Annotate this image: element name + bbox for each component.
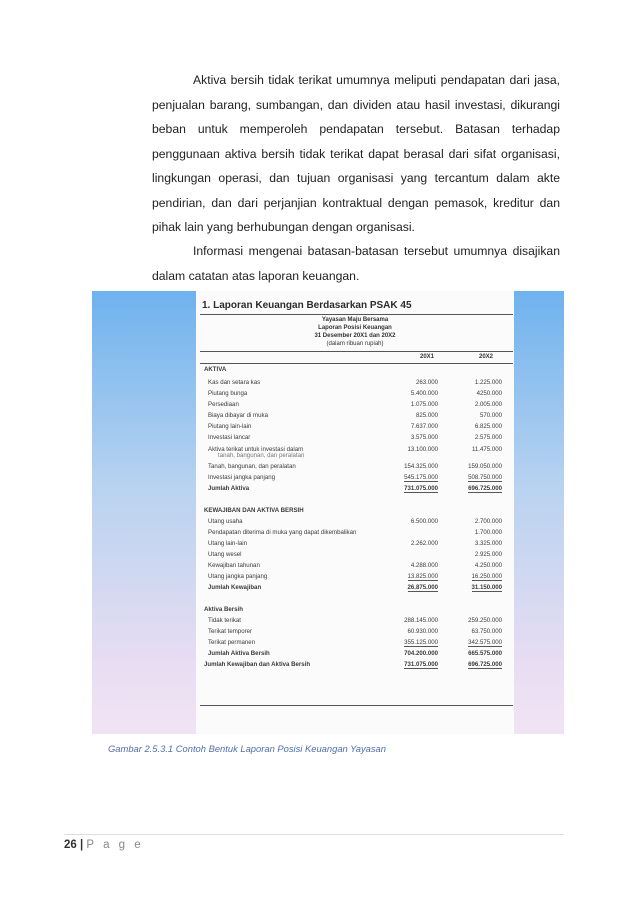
table-row xyxy=(196,562,514,572)
row-label: Jumlah Aktiva Bersih xyxy=(208,650,270,657)
text-line: dalam catatan atas laporan keuangan. xyxy=(152,268,360,283)
row-value-20x2: 3.325.000 xyxy=(474,540,502,547)
text-line: penjualan barang, sumbangan, dan dividen atau hasil investasi, dikurangi xyxy=(152,97,560,112)
row-label: Terikat temporer xyxy=(208,628,253,635)
row-value-20x1: 6.500.000 xyxy=(410,518,438,525)
row-value-20x2: 696.725.000 xyxy=(468,485,502,492)
row-value-20x2: 11.475.000 xyxy=(471,446,502,453)
row-value-20x2: 665.575.000 xyxy=(468,650,502,657)
row-value-20x2: 31.150.000 xyxy=(471,584,502,591)
divider xyxy=(200,363,513,364)
row-label: Utang wesel xyxy=(208,551,242,558)
table-row xyxy=(196,628,514,638)
figure-title: 1. Laporan Keuangan Berdasarkan PSAK 45 xyxy=(202,300,412,311)
paragraph-2 xyxy=(152,239,560,288)
paragraph-1 xyxy=(152,68,560,240)
row-value-20x2: 159.050.000 xyxy=(468,463,502,470)
table-row xyxy=(196,474,514,484)
table-row xyxy=(196,529,514,539)
footer-divider xyxy=(64,834,564,835)
row-value-20x1: 731.075.000 xyxy=(404,661,438,668)
table-row xyxy=(196,390,514,400)
row-value-20x1: 26.875.000 xyxy=(407,584,438,591)
report-unit: (dalam ribuan rupiah) xyxy=(326,341,384,347)
table-row xyxy=(196,606,514,616)
row-label: Jumlah Aktiva xyxy=(208,485,250,492)
balance-sheet-image xyxy=(196,291,514,734)
table-row xyxy=(196,650,514,660)
text-line: Aktiva bersih tidak terikat umumnya meliputi pendapatan dari jasa, xyxy=(193,73,560,87)
table-row xyxy=(196,507,514,517)
row-value-20x2: 2.575.000 xyxy=(474,434,502,441)
row-label: Jumlah Kewajiban xyxy=(208,584,262,591)
page-number: 26 xyxy=(64,839,77,851)
row-label: Utang usaha xyxy=(208,518,243,525)
row-label: Piutang lain-lain xyxy=(208,423,252,430)
text-line: pihak lain yang berhubungan dengan organisasi. xyxy=(152,220,415,234)
figure-caption: Gambar 2.5.3.1 Contoh Bentuk Laporan Posisi Keuangan Yayasan xyxy=(108,743,386,754)
row-value-20x2: 2.700.000 xyxy=(474,518,502,525)
row-value-20x2: 2.005.000 xyxy=(474,401,502,408)
org-name: Yayasan Maju Bersama xyxy=(321,317,389,323)
row-value-20x2: 570.000 xyxy=(479,412,502,419)
row-value-20x2: 2.925.000 xyxy=(474,551,502,558)
text-line: pendirian, dan dari perjanjian kontraktual dengan pemasok, kreditur dan xyxy=(152,195,560,210)
row-value-20x2: 63.750.000 xyxy=(471,628,502,635)
row-value-20x1: 1.075.000 xyxy=(410,401,438,408)
table-row xyxy=(196,639,514,649)
report-date: 31 Desember 20X1 dan 20X2 xyxy=(314,333,396,339)
table-row xyxy=(196,423,514,433)
table-row xyxy=(196,485,514,495)
table-row xyxy=(196,434,514,444)
row-label: Biaya dibayar di muka xyxy=(208,412,268,419)
table-row xyxy=(196,617,514,627)
row-value-20x1: 60.930.000 xyxy=(407,628,438,635)
row-value-20x2: 259.250.000 xyxy=(468,617,502,624)
page-label: P a g e xyxy=(86,839,144,851)
row-label: AKTIVA xyxy=(204,366,227,373)
row-label: Pendapatan diterima di muka yang dapat dikembalikan xyxy=(208,529,357,536)
row-value-20x1: 5.400.000 xyxy=(410,390,438,397)
col-header-20x1: 20X1 xyxy=(420,354,435,360)
row-value-20x2: 4250.000 xyxy=(476,390,502,397)
row-label: Tidak terikat xyxy=(208,617,241,624)
row-value-20x1: 2.262.000 xyxy=(410,540,438,547)
row-label: Investasi jangka panjang xyxy=(208,474,276,481)
row-label: Terikat permanen xyxy=(208,639,256,646)
col-header-20x2: 20X2 xyxy=(479,354,494,360)
row-value-20x2: 508.750.000 xyxy=(468,474,502,481)
row-label: Piutang bunga xyxy=(208,390,248,397)
divider xyxy=(200,705,513,706)
row-value-20x1: 825.000 xyxy=(415,412,438,419)
row-label: Utang jangka panjang xyxy=(208,573,268,580)
table-row xyxy=(196,379,514,389)
row-label: KEWAJIBAN DAN AKTIVA BERSIH xyxy=(204,507,304,514)
row-label: Aktiva Bersih xyxy=(204,606,243,613)
row-value-20x2: 1.225.000 xyxy=(474,379,502,386)
row-label: Persediaan xyxy=(208,401,239,408)
divider xyxy=(200,314,513,315)
table-row xyxy=(196,412,514,422)
row-value-20x1: 263.000 xyxy=(415,379,438,386)
row-value-20x2: 6.825.000 xyxy=(474,423,502,430)
row-value-20x2: 4.250.000 xyxy=(474,562,502,569)
row-label: Jumlah Kewajiban dan Aktiva Bersih xyxy=(204,661,311,668)
row-label: tanah, bangunan, dan peralatan xyxy=(218,452,305,459)
text-line: Informasi mengenai batasan-batasan tersebut umumnya disajikan xyxy=(193,244,560,258)
row-value-20x1: 7.637.000 xyxy=(410,423,438,430)
page-footer xyxy=(64,839,144,851)
row-value-20x1: 355.125.000 xyxy=(404,639,438,646)
row-value-20x1: 13.100.000 xyxy=(407,446,438,453)
table-row xyxy=(196,463,514,473)
row-label: Aktiva terikat untuk investasi dalam xyxy=(208,446,304,453)
text-line: beban untuk memperoleh pendapatan tersebut. Batasan terhadap xyxy=(152,122,560,136)
table-row xyxy=(196,540,514,550)
balance-sheet-figure xyxy=(92,291,564,734)
row-label: Kas dan setara kas xyxy=(208,379,261,386)
row-label: Kewajiban tahunan xyxy=(208,562,260,569)
table-row xyxy=(196,661,514,671)
row-value-20x2: 342.575.000 xyxy=(468,639,502,646)
table-row xyxy=(196,573,514,583)
row-value-20x1: 13.825.000 xyxy=(407,573,438,580)
row-value-20x1: 4.288.000 xyxy=(410,562,438,569)
divider xyxy=(200,351,513,352)
table-row xyxy=(196,401,514,411)
table-row xyxy=(196,551,514,561)
row-value-20x1: 704.200.000 xyxy=(404,650,438,657)
row-label: Investasi lancar xyxy=(208,434,251,441)
row-value-20x1: 288.145.000 xyxy=(404,617,438,624)
row-label: Tanah, bangunan, dan peralatan xyxy=(208,463,296,470)
row-value-20x1: 3.575.000 xyxy=(410,434,438,441)
footer-separator: | xyxy=(80,839,84,851)
row-value-20x2: 696.725.000 xyxy=(468,661,502,668)
row-value-20x2: 16.250.000 xyxy=(471,573,502,580)
table-row xyxy=(196,366,514,376)
text-line: penggunaan aktiva bersih tidak terikat dapat berasal dari sifat organisasi, xyxy=(152,146,560,161)
row-value-20x2: 1.700.000 xyxy=(474,529,502,536)
table-row xyxy=(196,518,514,528)
row-value-20x1: 731.075.000 xyxy=(404,485,438,492)
report-name: Laporan Posisi Keuangan xyxy=(318,325,392,331)
row-label: Utang lain-lain xyxy=(208,540,247,547)
row-value-20x1: 154.325.000 xyxy=(404,463,438,470)
table-row xyxy=(196,584,514,594)
row-value-20x1: 545.175.000 xyxy=(404,474,438,481)
text-line: lingkungan operasi, dan tujuan organisasi yang tercantum dalam akte xyxy=(152,171,560,185)
